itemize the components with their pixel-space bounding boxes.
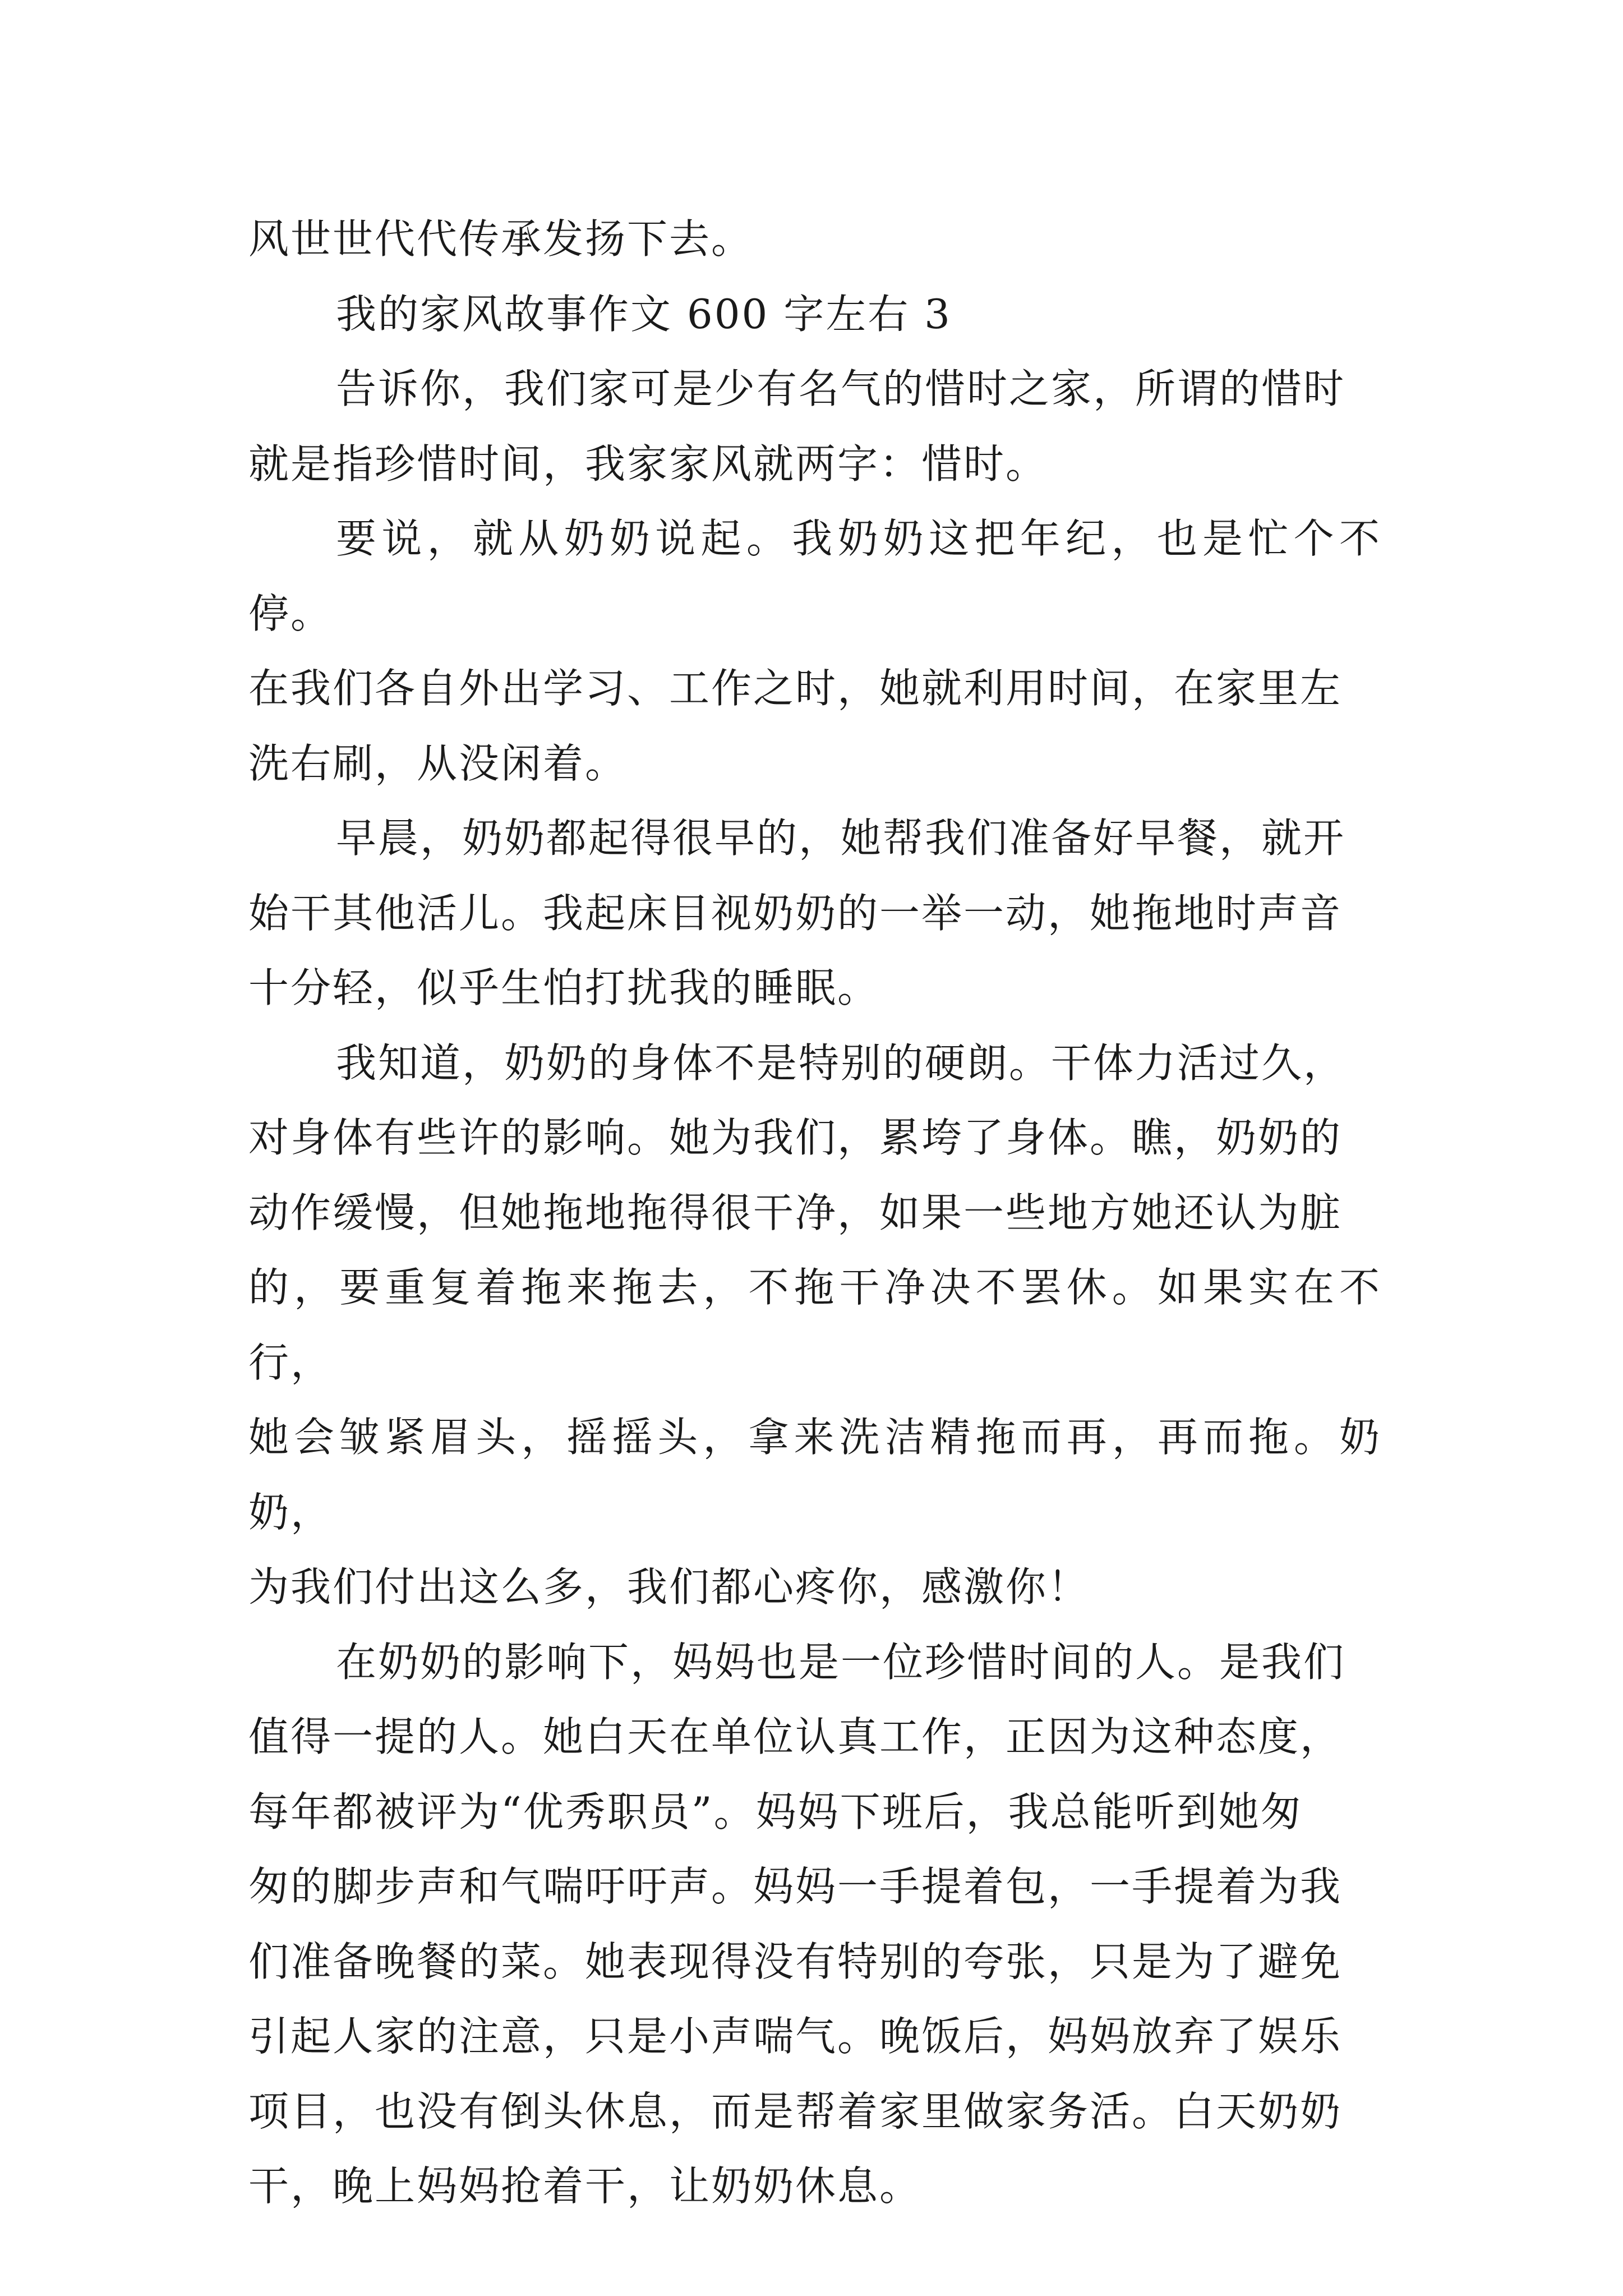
paragraph-continuation bbox=[248, 202, 1381, 277]
text-line: 为我们付出这么多，我们都心疼你，感激你！ bbox=[248, 1563, 1090, 1611]
paragraph-1 bbox=[248, 352, 1381, 501]
paragraph-2 bbox=[248, 501, 1381, 801]
document-body bbox=[248, 202, 1381, 2224]
text-line: 十分轻，似乎生怕打扰我的睡眠。 bbox=[248, 964, 880, 1011]
text-line: 洗右刷，从没闲着。 bbox=[248, 739, 628, 787]
text-line: 在奶奶的影响下，妈妈也是一位珍惜时间的人。是我们 bbox=[336, 1638, 1346, 1686]
text-line: 在我们各自外出学习、工作之时，她就利用时间，在家里左 bbox=[248, 665, 1343, 712]
essay-title bbox=[248, 277, 1381, 352]
text-line: 我知道，奶奶的身体不是特别的硬朗。干体力活过久， bbox=[336, 1039, 1346, 1087]
text-line: 项目，也没有倒头休息，而是帮着家里做家务活。白天奶奶 bbox=[248, 2087, 1343, 2135]
text-line: 她会皱紧眉头，摇摇头，拿来洗洁精拖而再，再而拖。奶奶， bbox=[248, 1414, 1381, 1536]
text-line: 动作缓慢，但她拖地拖得很干净，如果一些地方她还认为脏 bbox=[248, 1189, 1343, 1236]
text-line: 始干其他活儿。我起床目视奶奶的一举一动，她拖地时声音 bbox=[248, 889, 1343, 937]
text-line: 要说，就从奶奶说起。我奶奶这把年纪，也是忙个不停。 bbox=[248, 515, 1381, 637]
text-line: 风世世代代传承发扬下去。 bbox=[248, 215, 754, 263]
text-line: 早晨，奶奶都起得很早的，她帮我们准备好早餐，就开 bbox=[336, 815, 1346, 862]
text-line: 我的家风故事作文 600 字左右 3 bbox=[336, 290, 952, 338]
text-line: 干，晚上妈妈抢着干，让奶奶休息。 bbox=[248, 2162, 922, 2210]
paragraph-5 bbox=[248, 1625, 1381, 2224]
text-line: 对身体有些许的影响。她为我们，累垮了身体。瞧，奶奶的 bbox=[248, 1114, 1343, 1161]
text-line: 引起人家的注意，只是小声喘气。晚饭后，妈妈放弃了娱乐 bbox=[248, 2013, 1343, 2060]
text-line: 告诉你，我们家可是少有名气的惜时之家，所谓的惜时 bbox=[336, 365, 1346, 412]
text-line: 就是指珍惜时间，我家家风就两字：惜时。 bbox=[248, 440, 1048, 487]
text-line: 的，要重复着拖来拖去，不拖干净决不罢休。如果实在不行， bbox=[248, 1264, 1381, 1386]
text-line: 值得一提的人。她白天在单位认真工作，正因为这种态度， bbox=[248, 1713, 1343, 1760]
paragraph-3 bbox=[248, 801, 1381, 1026]
paragraph-4 bbox=[248, 1026, 1381, 1625]
text-line: 匆的脚步声和气喘吁吁声。妈妈一手提着包，一手提着为我 bbox=[248, 1863, 1343, 1910]
text-line: 每年都被评为“优秀职员”。妈妈下班后，我总能听到她匆 bbox=[248, 1788, 1303, 1835]
text-line: 们准备晚餐的菜。她表现得没有特别的夸张，只是为了避免 bbox=[248, 1938, 1343, 1985]
